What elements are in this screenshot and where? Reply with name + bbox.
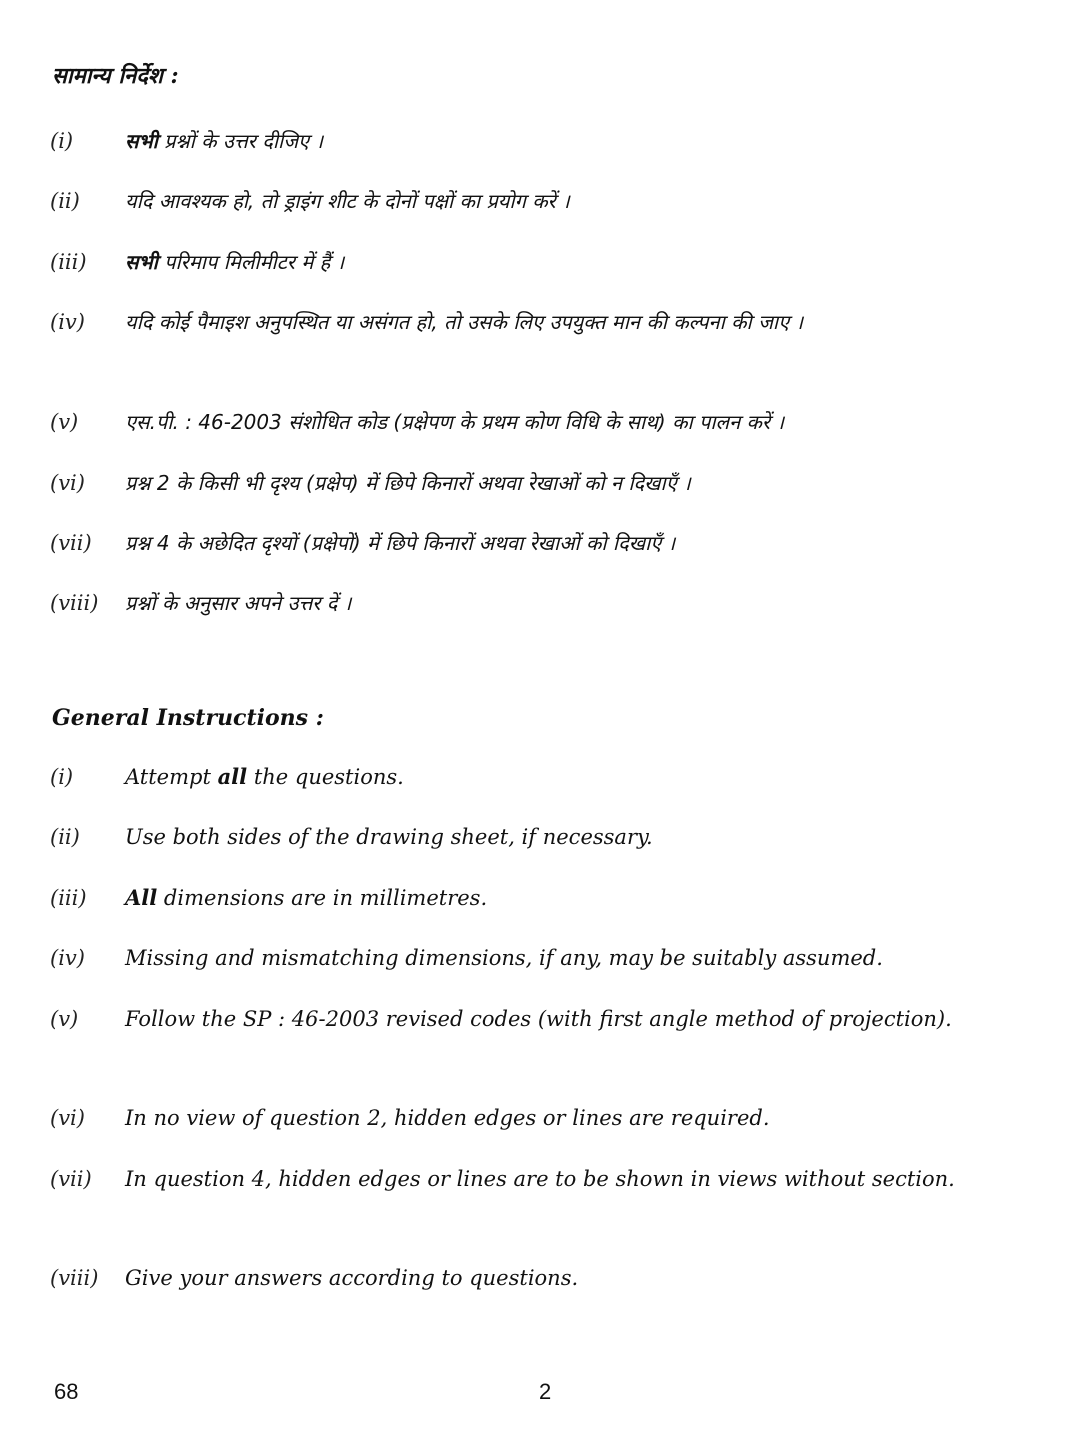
hindi-heading: सामान्य निर्देश : bbox=[52, 63, 179, 89]
item-number: (vii) bbox=[50, 531, 92, 555]
item-number: (v) bbox=[50, 410, 79, 434]
item-number: (v) bbox=[50, 1007, 79, 1031]
item-number: (ii) bbox=[50, 189, 80, 213]
item-number: (ii) bbox=[50, 825, 80, 849]
item-number: (iii) bbox=[50, 886, 87, 910]
item-number: (vi) bbox=[50, 1106, 85, 1130]
item-text: प्रश्न 4 के अछेदित दृश्यों (प्रक्षेपों) में छिपे किनारों अथवा रेखाओं को दिखाएँ । bbox=[125, 531, 676, 555]
item-text: Use both sides of the drawing sheet, if necessary. bbox=[125, 825, 653, 849]
item-number: (viii) bbox=[50, 1266, 99, 1290]
item-text: प्रश्नों के अनुसार अपने उत्तर दें । bbox=[125, 591, 352, 615]
paper-code: 68 bbox=[54, 1379, 79, 1404]
item-text bbox=[125, 757, 983, 797]
bold-text: all bbox=[217, 764, 248, 789]
item-text: In no view of question 2, hidden edges or lines are required. bbox=[125, 1106, 770, 1130]
item-text: यदि कोई पैमाइश अनुपस्थित या असंगत हो, तो उसके लिए उपयुक्त मान की कल्पना की जाए । bbox=[125, 310, 804, 334]
item-text bbox=[125, 878, 983, 918]
item-number: (viii) bbox=[50, 591, 99, 615]
item-text bbox=[125, 121, 983, 161]
bold-text: सभी bbox=[125, 129, 158, 153]
item-number: (iii) bbox=[50, 250, 87, 274]
item-number: (iv) bbox=[50, 310, 85, 334]
item-text: Missing and mismatching dimensions, if any, may be suitably assumed. bbox=[125, 946, 883, 970]
item-text: एस.पी. : 46-2003 संशोधित कोड (प्रक्षेपण के प्रथम कोण विधि के साथ) का पालन करें । bbox=[125, 410, 785, 434]
item-number: (i) bbox=[50, 765, 74, 789]
text-after: the questions. bbox=[247, 765, 404, 789]
item-text: Give your answers according to questions. bbox=[125, 1266, 579, 1290]
item-text: Follow the SP : 46-2003 revised codes (with first angle method of projection). bbox=[125, 1007, 952, 1031]
bold-text: All bbox=[125, 885, 158, 910]
item-text: यदि आवश्यक हो, तो ड्राइंग शीट के दोनों पक्षों का प्रयोग करें । bbox=[125, 189, 570, 213]
item-text bbox=[125, 242, 983, 282]
page-number: 2 bbox=[539, 1379, 552, 1404]
text-rest: प्रश्नों के उत्तर दीजिए । bbox=[157, 129, 324, 153]
item-number: (vii) bbox=[50, 1167, 92, 1191]
bold-text: सभी bbox=[125, 250, 158, 274]
item-text: In question 4, hidden edges or lines are to be shown in views without section. bbox=[125, 1167, 955, 1191]
english-heading: General Instructions : bbox=[52, 705, 324, 731]
item-number: (vi) bbox=[50, 471, 85, 495]
item-number: (i) bbox=[50, 129, 74, 153]
item-number: (iv) bbox=[50, 946, 85, 970]
text-after: dimensions are in millimetres. bbox=[157, 886, 488, 910]
item-text: प्रश्न 2 के किसी भी दृश्य (प्रक्षेप) में छिपे किनारों अथवा रेखाओं को न दिखाएँ । bbox=[125, 471, 691, 495]
text-before: Attempt bbox=[125, 765, 218, 789]
text-rest: परिमाप मिलीमीटर में हैं । bbox=[157, 250, 345, 274]
